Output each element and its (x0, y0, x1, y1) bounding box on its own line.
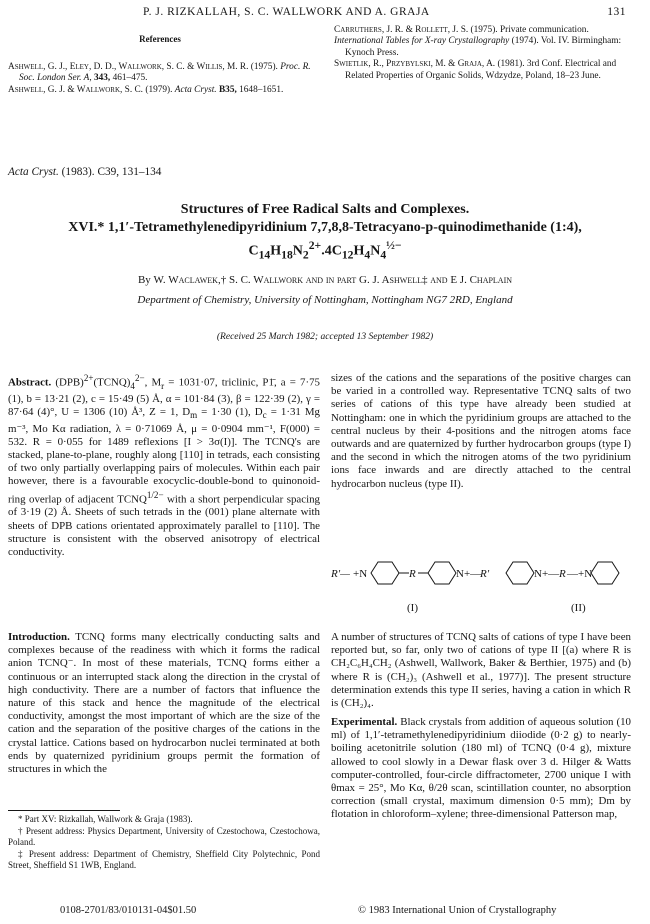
footnote: † Present address: Physics Department, University of Czestochowa, Czestochowa, Poland. (8, 826, 320, 847)
reference-item: Swietlik, R., Przybylski, M. & Graja, A. (1981). 3rd Conf. Electrical and Related Properties of Organic Solids, Wdzydze, Poland, 18–23 June. (334, 59, 617, 81)
abstract-label: Abstract. (8, 376, 52, 389)
title-line-2: XVI.* 1,1′-Tetramethylenedipyridinium 7,7,8,8-Tetracyano-p-quinodimethanide (1:4), (68, 220, 582, 235)
svg-text:—+N: —+N (567, 568, 593, 580)
reference-item: Ashwell, G. J., Eley, D. D., Wallwork, S. C. & Willis, M. R. (1975). Proc. R. Soc. London Ser. A, 343, 461–475. (8, 62, 311, 84)
structure-label-1: (I) (407, 602, 418, 614)
running-header-authors: P. J. RIZKALLAH, S. C. WALLWORK AND A. GRAJA (143, 6, 430, 18)
chemical-structures (331, 551, 631, 621)
references-right (334, 25, 630, 82)
svg-text:N+—: N+— (456, 568, 482, 580)
article-title (0, 201, 650, 264)
page-number: 131 (607, 6, 626, 18)
article-code: 0108-2701/83/010131-04$01.50 (60, 905, 197, 916)
introduction-label: Introduction. (8, 631, 70, 643)
svg-text:R: R (559, 568, 566, 580)
footnotes (8, 814, 320, 872)
experimental: Experimental. Black crystals from addition of aqueous solution (10 ml) of 1,1′-tetramethylenedipyridinium diiodide (0·2 g) to nearly-boiling acetonitrile solution (180 ml) of TCNQ (0·4 g), mixture allowed to cool slowly in a Dewar flask over 3 d. Hilger & Watts computer-controlled, four-circle diffractometer, 2700 unique I with θmax = 25°, Mo Kα, θ/2θ scan, scintillation counter, no absorption correction (small crystal, maximum dimension 0·5 mm); Dm by flotation in chloroform–xylene; three-dimensional Patterson map, (331, 716, 631, 821)
title-formula: $C_{14}H_{18}N_2^{2+}.4C_{12}H_4N_4^{\frac{1}{2}-}$ (248, 239, 402, 262)
structure-label-2: (II) (571, 602, 586, 614)
footnote-divider (8, 810, 120, 811)
reference-item: Ashwell, G. J. & Wallwork, S. C. (1979). Acta Cryst. B35, 1648–1651. (8, 84, 284, 95)
abstract: Abstract. $(DPB)^{2+}(TCNQ)_4^{2-}$, $M_r = 1031\cdot 07$, triclinic, P1̄, a = 7·75 (1), b = 13·21 (2), c = 15·49 (5) Å, α = 101·84 (3), β = 122·39 (2), γ = 87·64 (4)°, U = 1306 (10) Å³, Z = 1, $D_m = 1\cdot 30$ (1), $D_c = 1\cdot 31$ Mg m⁻³, Mo Kα radiation, λ = 0·71069 Å, μ = 0·0904 mm⁻¹, F(000) = 532. R = 0·055 for 1489 reflexions [I > 3σ(I)]. The TCNQ's are stacked, plane-to-plane, roughly along [110] in tetrads, each consisting of two only partially overlapping pairs of molecules. Within each pair however, there is a favourable exocyclic-double-bond to quinonoid-ring overlap of adjacent $TCNQ^{1/2-}$ with a short perpendicular spacing of 3·19 (2) Å. Sheets of such tetrads in the (001) plane alternate with sheets of DPB cations orientated approximately parallel to [110]. The structure is consistent with the observed anisotropy of electrical conductivity. (8, 373, 320, 559)
svg-text:+N: +N (353, 568, 368, 580)
footnote: * Part XV: Rizkallah, Wallwork & Graja (1983). (18, 814, 193, 824)
references-left (8, 62, 320, 96)
svg-text:N+—: N+— (534, 568, 560, 580)
byline: By W. Waclawek,† S. C. Wallwork and in part G. J. Ashwell‡ and E J. Chaplain (137, 274, 513, 286)
right-column-text: sizes of the cations and the separations of the positive charges can be varied in a controlled way. Representative TCNQ salts of two series of cations of this type have already been studied at Nottingham: one in which the pyridinium groups are attached to the central nucleus by their 4-positions and the nitrogen atoms face outwards and are quaternized by further hydrocarbon groups (type I) and the second in which the nitrogen atoms of the two pyridinium ions face inwards and are directly attached to the central hydrocarbon nucleus (type II). (331, 372, 631, 490)
svg-text:R: R (409, 568, 416, 580)
journal-citation: Acta Cryst. (1983). C39, 131–134 (8, 166, 162, 178)
copyright: © 1983 International Union of Crystallography (358, 905, 557, 916)
experimental-label: Experimental. (331, 716, 398, 728)
affiliation: Department of Chemistry, University of Nottingham, Nottingham NG7 2RD, England (137, 294, 513, 306)
received-dates: (Received 25 March 1982; accepted 13 September 1982) (216, 332, 434, 342)
title-line-1: Structures of Free Radical Salts and Complexes. (180, 202, 470, 217)
references-heading: References (139, 34, 181, 44)
reference-item: Carruthers, J. R. & Rollett, J. S. (1975). Private communication. (334, 25, 589, 35)
introduction: Introduction. TCNQ forms many electrically conducting salts and complexes because of the readiness with which it forms the radical anion TCNQ⁻. In most of these materials, TCNQ forms either a continuous or an interrupted stack along the direction in the crystal of high conductivity. There are a number of factors that influence the nature of this stack and hence the magnitude of the electrical conductivity, amongst the most important of which are the size of the cation and the separation of the positive charges of the cations in the crystal lattice. Cations based on hydrocarbon nuclei terminated at both ends by quaternized pyridinium groups permit the formation of structures in which the (8, 631, 321, 776)
reference-item: International Tables for X-ray Crystallography (1974). Vol. IV. Birmingham: Kynoch Press. (334, 36, 622, 58)
svg-text:R′: R′ (480, 568, 490, 580)
footnote: ‡ Present address: Department of Chemistry, Sheffield City Polytechnic, Pond Street, Sheffield S1 1WB, England. (8, 849, 320, 870)
right-column-text-2: A number of structures of TCNQ salts of cations of type I have been reported but, so far, only two of cations of type II [(a) where R is CH₂C₆H₄CH₂ (Ashwell, Wallwork, Baker & Berthier, 1975) and (b) where R is (CH₂)₃ (Ashwell et al., 1977)]. The present structure determination extends this type II series, having a cation in which R is (CH₂)₄. (331, 631, 631, 710)
svg-text:R′—: R′— (331, 568, 350, 580)
